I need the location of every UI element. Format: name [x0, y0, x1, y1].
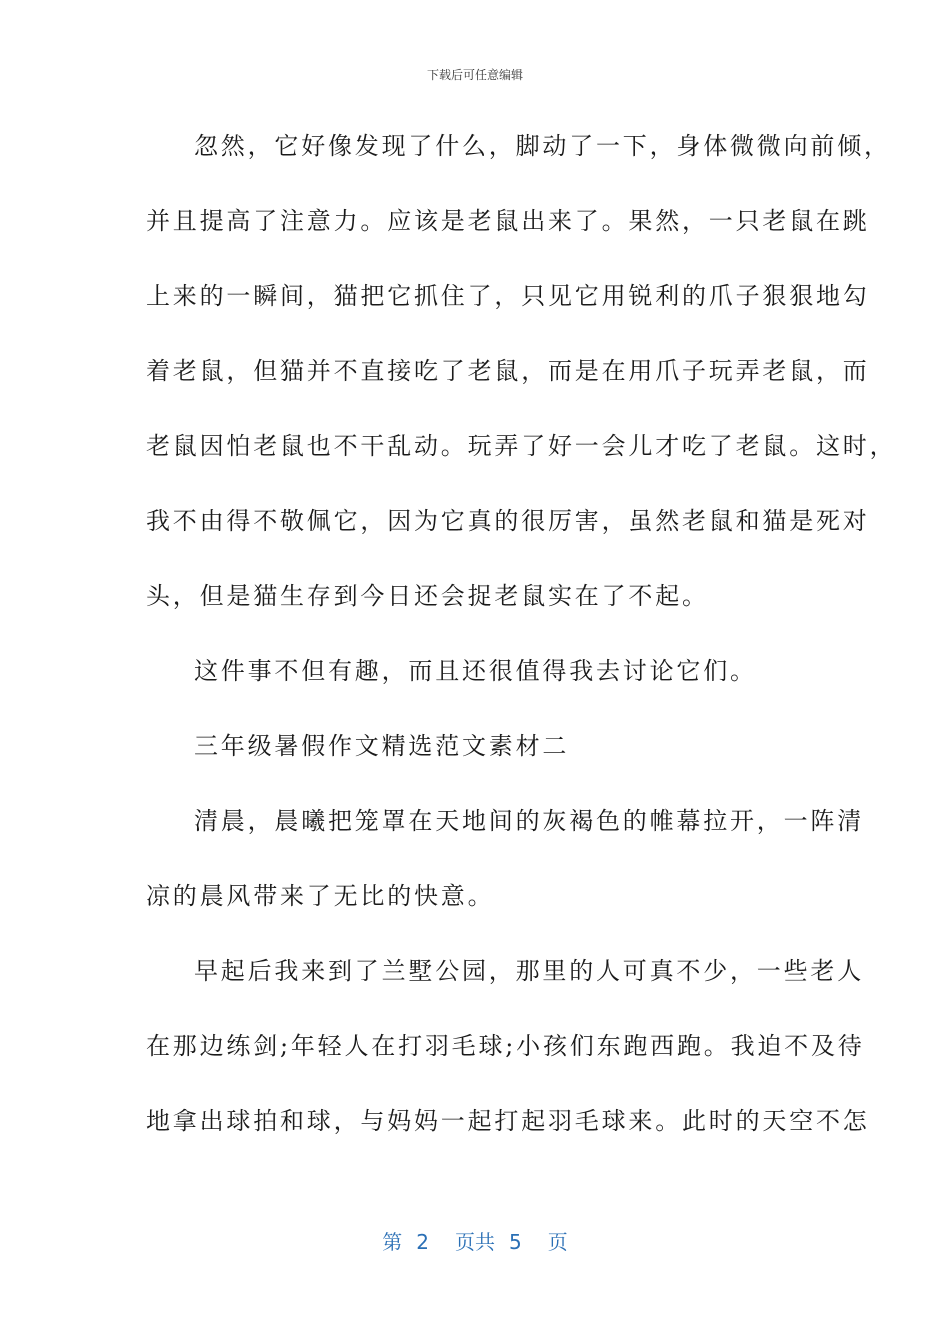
text-line: 这件事不但有趣，而且还很值得我去讨论它们。	[194, 657, 757, 685]
text-line: 地拿出球拍和球，与妈妈一起打起羽毛球来。此时的天空不怎	[146, 1107, 870, 1135]
text-line: 清晨，晨曦把笼罩在天地间的灰褐色的帷幕拉开，一阵清	[194, 807, 864, 835]
footer-current-page: 2	[416, 1230, 429, 1254]
text-line: 我不由得不敬佩它，因为它真的很厉害，虽然老鼠和猫是死对	[146, 507, 870, 535]
text-line: 头，但是猫生存到今日还会捉老鼠实在了不起。	[146, 582, 709, 610]
text-line: 早起后我来到了兰墅公园，那里的人可真不少，一些老人	[194, 957, 864, 985]
text-line: 上来的一瞬间，猫把它抓住了，只见它用锐利的爪子狠狠地勾	[146, 282, 870, 310]
footer-suffix: 页	[547, 1230, 568, 1254]
text-line: 在那边练剑;年轻人在打羽毛球;小孩们东跑西跑。我迫不及待	[146, 1032, 865, 1060]
footer-prefix: 第	[382, 1230, 403, 1254]
text-line: 凉的晨风带来了无比的快意。	[146, 882, 495, 910]
page-footer	[0, 1226, 950, 1255]
text-line: 三年级暑假作文精选范文素材二	[194, 732, 570, 760]
footer-middle: 页共	[455, 1230, 495, 1254]
text-line: 着老鼠，但猫并不直接吃了老鼠，而是在用爪子玩弄老鼠，而	[146, 357, 870, 385]
text-line: 并且提高了注意力。应该是老鼠出来了。果然，一只老鼠在跳	[146, 207, 870, 235]
text-line: 老鼠因怕老鼠也不干乱动。玩弄了好一会儿才吃了老鼠。这时，	[146, 432, 897, 460]
document-body	[146, 120, 897, 1170]
page-header: 下载后可任意编辑	[426, 68, 523, 82]
footer-total-pages: 5	[509, 1230, 522, 1254]
text-line: 忽然，它好像发现了什么，脚动了一下，身体微微向前倾，	[194, 132, 891, 160]
